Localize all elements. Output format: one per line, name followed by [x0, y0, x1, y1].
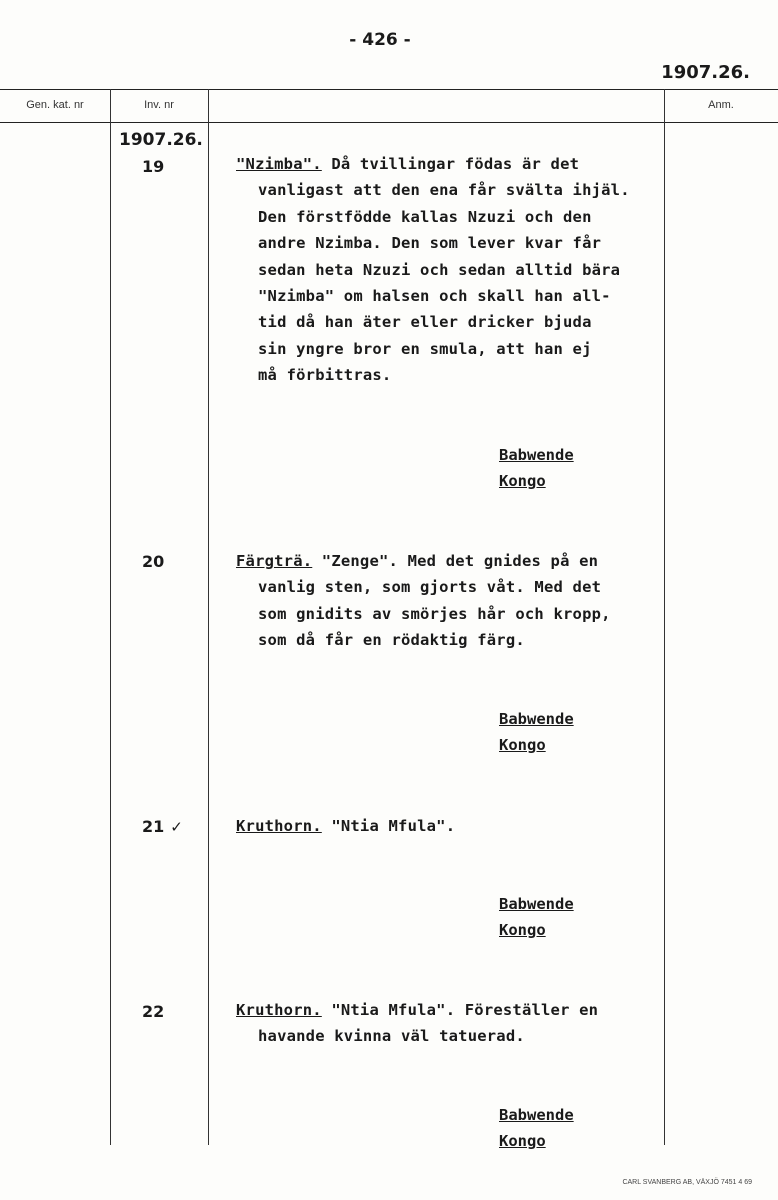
column-header-anm: Anm.: [708, 99, 734, 111]
entry-title: Färgträ.: [236, 552, 313, 570]
page-number: - 426 -: [349, 30, 411, 50]
check-mark: ✓: [170, 818, 183, 836]
header-top-rule: [0, 89, 778, 90]
entry-title: Kruthorn.: [236, 817, 322, 835]
entry-text-22: Kruthorn. "Ntia Mfula". Föreställer en havande kvinna väl tatuerad.: [236, 1001, 599, 1046]
entry-title: Kruthorn.: [236, 1001, 322, 1019]
origin-22: Babwende Kongo: [499, 1106, 574, 1150]
column-divider-1: [110, 89, 111, 1145]
inv-series-label: 1907.26.: [119, 130, 203, 150]
column-divider-2: [208, 89, 209, 1145]
header-bottom-rule: [0, 122, 778, 123]
entry-title: "Nzimba".: [236, 155, 322, 173]
inv-number-21: 21 ✓: [142, 817, 183, 836]
inv-number-19: 19: [142, 157, 165, 176]
origin-19: Babwende Kongo: [499, 446, 574, 490]
column-header-inv-nr: Inv. nr: [144, 99, 174, 111]
entry-text-19: "Nzimba". Då tvillingar födas är det vanligast att den ena får svälta ihjäl. Den förstfödde kallas Nzuzi och den andre Nzimba. Den som lever kvar får sedan heta Nzuzi och sedan alltid bära "Nzimba" om halsen och skall han all- tid då han äter eller dricker bjuda sin yngre bror en smula, att han ej må förbittras.: [236, 155, 630, 385]
entry-text-21: Kruthorn. "Ntia Mfula".: [236, 817, 456, 835]
column-header-gen-kat-nr: Gen. kat. nr: [26, 99, 84, 111]
entry-text-20: Färgträ. "Zenge". Med det gnides på en vanlig sten, som gjorts våt. Med det som gnidits av smörjes hår och kropp, som då får en rödaktig färg.: [236, 552, 611, 650]
origin-20: Babwende Kongo: [499, 710, 574, 754]
inv-number-20: 20: [142, 552, 165, 571]
inv-number-22: 22: [142, 1002, 165, 1021]
origin-21: Babwende Kongo: [499, 895, 574, 939]
printer-mark: CARL SVANBERG AB, VÄXJÖ 7451 4 69: [622, 1179, 752, 1186]
series-header: 1907.26.: [661, 62, 750, 83]
